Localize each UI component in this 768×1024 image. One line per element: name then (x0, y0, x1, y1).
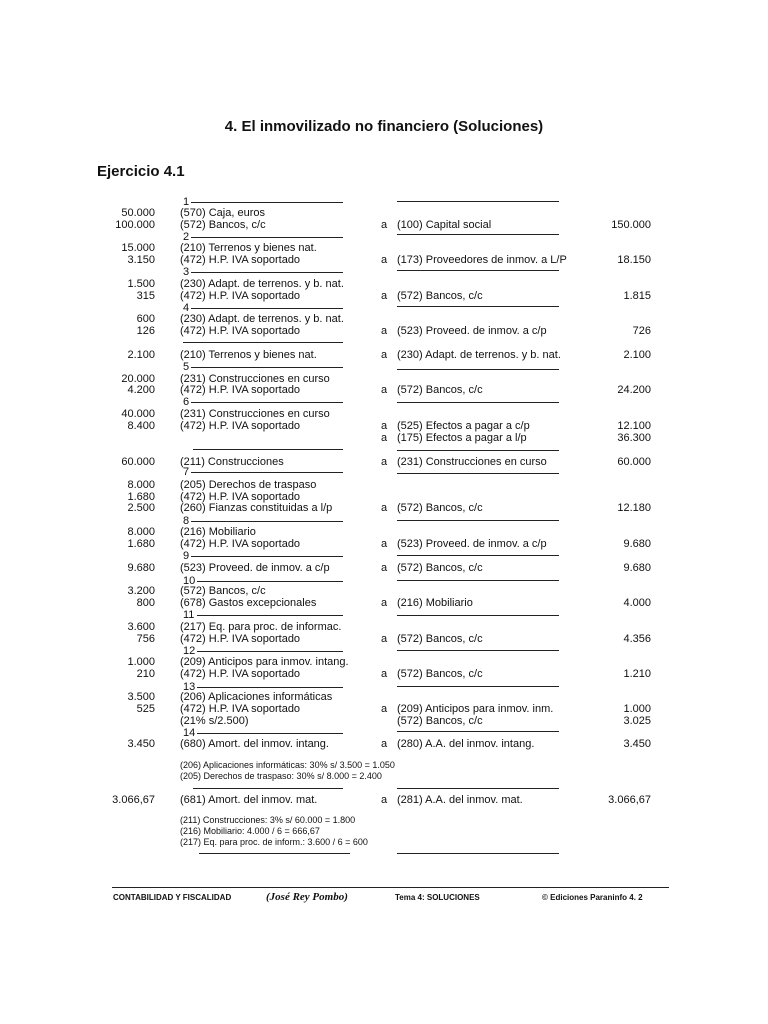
debit-account: (472) H.P. IVA soportado (180, 538, 301, 550)
entry-rule-left (193, 788, 343, 789)
debit-amount: 315 (136, 290, 155, 302)
debit-account: (205) Derechos de traspaso (180, 479, 317, 491)
debit-amount: 8.000 (127, 479, 155, 491)
credit-marker: a (381, 420, 388, 432)
entry-number: 10 (183, 575, 196, 587)
debit-amount: 8.400 (127, 420, 155, 432)
entry-rule-right (397, 473, 559, 474)
journal-line (0, 325, 768, 337)
entry-rule-left (197, 581, 343, 582)
debit-account: (572) Bancos, c/c (180, 219, 266, 231)
credit-marker: a (381, 456, 388, 468)
credit-marker: a (381, 538, 388, 550)
entry-rule-right (397, 555, 559, 556)
calculation-note: (205) Derechos de traspaso: 30% s/ 8.000 = 2.400 (180, 771, 382, 781)
credit-account: (100) Capital social (397, 219, 492, 231)
credit-amount: 36.300 (617, 432, 651, 444)
debit-amount: 100.000 (115, 219, 155, 231)
entry-number: 2 (183, 231, 190, 243)
debit-account: (210) Terrenos y bienes nat. (180, 242, 317, 254)
entry-number: 11 (183, 609, 195, 621)
footer-center: Tema 4: SOLUCIONES (395, 893, 480, 902)
credit-marker: a (381, 254, 388, 266)
debit-amount: 1.680 (127, 538, 155, 550)
credit-amount: 12.100 (617, 420, 651, 432)
journal-line (0, 715, 768, 727)
entry-rule-right (397, 270, 559, 271)
calculation-note: (216) Mobiliario: 4.000 / 6 = 666,67 (180, 826, 320, 836)
entry-separator (0, 396, 768, 408)
debit-account: (678) Gastos excepcionales (180, 597, 317, 609)
journal-line (0, 633, 768, 645)
credit-account: (525) Efectos a pagar a c/p (397, 420, 530, 432)
entry-number: 7 (183, 466, 190, 478)
credit-marker: a (381, 290, 388, 302)
entry-rule-right (397, 201, 559, 202)
debit-account: (472) H.P. IVA soportado (180, 703, 301, 715)
journal-line (0, 290, 768, 302)
debit-amount: 40.000 (121, 408, 155, 420)
credit-amount: 18.150 (617, 254, 651, 266)
debit-account: (523) Proveed. de inmov. a c/p (180, 562, 330, 574)
credit-amount: 3.025 (623, 715, 651, 727)
entry-rule-right (397, 788, 559, 789)
credit-account: (216) Mobiliario (397, 597, 473, 609)
entry-number: 12 (183, 645, 196, 657)
credit-account: (175) Efectos a pagar a l/p (397, 432, 527, 444)
journal-line (0, 656, 768, 668)
entry-number: 6 (183, 396, 190, 408)
credit-amount: 4.356 (623, 633, 651, 645)
debit-amount: 126 (136, 325, 155, 337)
credit-marker: a (381, 703, 388, 715)
credit-amount: 1.815 (623, 290, 651, 302)
entry-rule-left (183, 342, 343, 343)
credit-amount: 2.100 (623, 349, 651, 361)
credit-amount: 3.066,67 (608, 794, 651, 806)
credit-marker: a (381, 384, 388, 396)
credit-account: (572) Bancos, c/c (397, 384, 483, 396)
journal-line (0, 668, 768, 680)
credit-marker: a (381, 597, 388, 609)
credit-amount: 9.680 (623, 538, 651, 550)
debit-amount: 2.500 (127, 502, 155, 514)
entry-rule-left (197, 615, 343, 616)
debit-amount: 15.000 (121, 242, 155, 254)
debit-account: (472) H.P. IVA soportado (180, 668, 301, 680)
debit-amount: 50.000 (121, 207, 155, 219)
debit-amount: 3.500 (127, 691, 155, 703)
journal-line (0, 219, 768, 231)
exercise-title: Ejercicio 4.1 (97, 163, 185, 180)
journal-line (0, 242, 768, 254)
entry-rule-right (397, 369, 559, 370)
entry-number: 13 (183, 681, 196, 693)
journal-line (0, 703, 768, 715)
entry-rule-right (397, 686, 559, 687)
journal-line (0, 562, 768, 574)
entry-rule-right (397, 450, 559, 451)
credit-amount: 24.200 (617, 384, 651, 396)
credit-marker: a (381, 562, 388, 574)
credit-account: (572) Bancos, c/c (397, 502, 483, 514)
debit-account: (472) H.P. IVA soportado (180, 325, 301, 337)
entry-rule-right (397, 234, 559, 235)
journal-line (0, 538, 768, 550)
footer-author-signature: (José Rey Pombo) (266, 891, 348, 903)
entry-separator (0, 466, 768, 478)
debit-account: (472) H.P. IVA soportado (180, 633, 301, 645)
credit-marker: a (381, 502, 388, 514)
debit-amount: 20.000 (121, 373, 155, 385)
debit-amount: 1.500 (127, 278, 155, 290)
debit-account: (472) H.P. IVA soportado (180, 420, 301, 432)
debit-account: (231) Construcciones en curso (180, 373, 330, 385)
debit-amount: 756 (136, 633, 155, 645)
entry-rule-left (191, 472, 343, 473)
entry-number: 1 (183, 196, 190, 208)
debit-account: (472) H.P. IVA soportado (180, 491, 301, 503)
footer-right: © Ediciones Paraninfo 4. 2 (542, 893, 643, 902)
debit-account: (230) Adapt. de terrenos. y b. nat. (180, 313, 344, 325)
credit-marker: a (381, 432, 388, 444)
journal-line (0, 408, 768, 420)
calculation-note: (206) Aplicaciones informáticas: 30% s/ 3.500 = 1.050 (180, 760, 395, 770)
entry-rule-left (191, 521, 343, 522)
entry-rule-left (191, 272, 343, 273)
debit-account: (217) Eq. para proc. de informac. (180, 621, 342, 633)
debit-amount: 3.600 (127, 621, 155, 633)
credit-account: (523) Proveed. de inmov. a c/p (397, 538, 547, 550)
journal-line (0, 621, 768, 633)
credit-account: (280) A.A. del inmov. intang. (397, 738, 535, 750)
credit-amount: 3.450 (623, 738, 651, 750)
entry-rule-left (191, 556, 343, 557)
credit-marker: a (381, 325, 388, 337)
entry-number: 5 (183, 361, 190, 373)
journal-line (0, 597, 768, 609)
entry-rule-right (397, 615, 559, 616)
page-title: 4. El inmovilizado no financiero (Soluciones) (224, 118, 544, 135)
credit-account: (572) Bancos, c/c (397, 633, 483, 645)
entry-rule-left (197, 733, 343, 734)
debit-amount: 9.680 (127, 562, 155, 574)
debit-amount: 60.000 (121, 456, 155, 468)
credit-marker: a (381, 633, 388, 645)
entry-rule-left (191, 202, 343, 203)
entry-number: 8 (183, 515, 190, 527)
journal-line (0, 207, 768, 219)
debit-account: (206) Aplicaciones informáticas (180, 691, 333, 703)
credit-account: (231) Construcciones en curso (397, 456, 547, 468)
credit-marker: a (381, 668, 388, 680)
entry-rule-right (397, 402, 559, 403)
debit-account: (472) H.P. IVA soportado (180, 254, 301, 266)
debit-amount: 1.680 (127, 491, 155, 503)
entry-number: 14 (183, 727, 196, 739)
calculation-note: (211) Construcciones: 3% s/ 60.000 = 1.800 (180, 815, 356, 825)
entry-rule-right (397, 853, 559, 854)
credit-account: (572) Bancos, c/c (397, 562, 483, 574)
entry-separator (0, 609, 768, 621)
entry-rule-right (397, 306, 559, 307)
debit-account: (572) Bancos, c/c (180, 585, 266, 597)
credit-marker: a (381, 219, 388, 231)
calculation-note: (217) Eq. para proc. de inform.: 3.600 / 6 = 600 (180, 837, 368, 847)
journal-line (0, 691, 768, 703)
credit-marker: a (381, 794, 388, 806)
credit-account: (173) Proveedores de inmov. a L/P (397, 254, 567, 266)
entry-separator (0, 550, 768, 562)
entry-rule-left (197, 651, 343, 652)
entry-rule-left (191, 237, 343, 238)
debit-amount: 800 (136, 597, 155, 609)
credit-marker: a (381, 738, 388, 750)
journal-line (0, 585, 768, 597)
credit-amount: 1.000 (623, 703, 651, 715)
debit-account: (21% s/2.500) (180, 715, 249, 727)
journal-line (0, 349, 768, 361)
credit-amount: 4.000 (623, 597, 651, 609)
debit-amount: 4.200 (127, 384, 155, 396)
entry-rule-left (191, 308, 343, 309)
journal-line (0, 432, 768, 444)
credit-account: (281) A.A. del inmov. mat. (397, 794, 523, 806)
debit-account: (210) Terrenos y bienes nat. (180, 349, 317, 361)
debit-account: (680) Amort. del inmov. intang. (180, 738, 329, 750)
debit-account: (472) H.P. IVA soportado (180, 290, 301, 302)
credit-amount: 150.000 (611, 219, 651, 231)
entry-number: 3 (183, 266, 190, 278)
journal-line (0, 502, 768, 514)
debit-amount: 2.100 (127, 349, 155, 361)
debit-account: (230) Adapt. de terrenos. y b. nat. (180, 278, 344, 290)
journal-line (0, 254, 768, 266)
credit-amount: 60.000 (617, 456, 651, 468)
credit-account: (572) Bancos, c/c (397, 668, 483, 680)
journal-line (0, 794, 768, 806)
journal-line (0, 313, 768, 325)
journal-line (0, 526, 768, 538)
debit-account: (681) Amort. del inmov. mat. (180, 794, 318, 806)
footer-left: CONTABILIDAD Y FISCALIDAD (113, 893, 232, 902)
entry-rule-right (397, 650, 559, 651)
footer-rule (112, 887, 669, 888)
debit-account: (570) Caja, euros (180, 207, 265, 219)
credit-amount: 9.680 (623, 562, 651, 574)
credit-account: (523) Proveed. de inmov. a c/p (397, 325, 547, 337)
entry-rule-left (197, 687, 343, 688)
debit-amount: 3.200 (127, 585, 155, 597)
entry-rule-right (397, 580, 559, 581)
entry-separator (0, 266, 768, 278)
entry-rule-right (397, 731, 559, 732)
debit-amount: 3.066,67 (112, 794, 155, 806)
debit-account: (260) Fianzas constituidas a l/p (180, 502, 333, 514)
credit-amount: 1.210 (623, 668, 651, 680)
journal-line (0, 479, 768, 491)
journal-line (0, 384, 768, 396)
debit-amount: 3.450 (127, 738, 155, 750)
entry-rule-left (199, 853, 350, 854)
debit-amount: 210 (136, 668, 155, 680)
entry-rule-left (193, 449, 343, 450)
entry-number: 4 (183, 302, 190, 314)
entry-number: 9 (183, 550, 190, 562)
debit-amount: 600 (136, 313, 155, 325)
entry-rule-left (191, 367, 343, 368)
debit-account: (472) H.P. IVA soportado (180, 384, 301, 396)
debit-account: (211) Construcciones (180, 456, 284, 468)
debit-amount: 3.150 (127, 254, 155, 266)
debit-amount: 525 (136, 703, 155, 715)
debit-account: (231) Construcciones en curso (180, 408, 330, 420)
debit-account: (216) Mobiliario (180, 526, 256, 538)
entry-rule-left (191, 402, 343, 403)
entry-rule-right (397, 520, 559, 521)
journal-line (0, 278, 768, 290)
debit-amount: 8.000 (127, 526, 155, 538)
entry-separator (0, 361, 768, 373)
credit-account: (572) Bancos, c/c (397, 715, 483, 727)
credit-account: (209) Anticipos para inmov. inm. (397, 703, 554, 715)
credit-account: (572) Bancos, c/c (397, 290, 483, 302)
debit-amount: 1.000 (127, 656, 155, 668)
credit-amount: 726 (632, 325, 651, 337)
credit-marker: a (381, 349, 388, 361)
credit-amount: 12.180 (617, 502, 651, 514)
journal-line (0, 738, 768, 750)
journal-line (0, 420, 768, 432)
credit-account: (230) Adapt. de terrenos. y b. nat. (397, 349, 561, 361)
debit-account: (209) Anticipos para inmov. intang. (180, 656, 349, 668)
